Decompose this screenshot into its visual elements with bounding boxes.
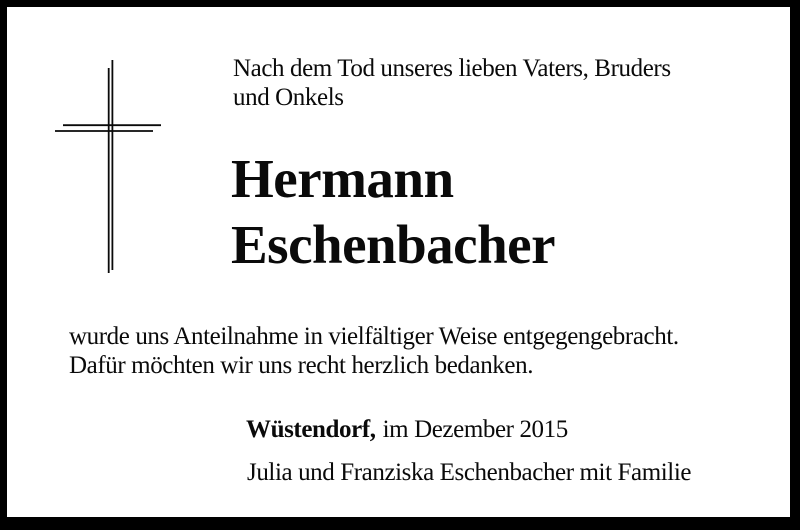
deceased-last-name: Eschenbacher	[231, 214, 555, 275]
memorial-cross-icon	[48, 55, 166, 278]
deceased-first-name: Hermann	[231, 148, 454, 209]
deceased-name	[231, 146, 555, 278]
family-signature: Julia und Franziska Eschenbacher mit Familie	[247, 459, 692, 486]
place-date-line	[246, 415, 568, 444]
thanks-line-1: wurde uns Anteilnahme in vielfältiger Weise entgegengebracht.	[69, 323, 679, 350]
intro-line-2: und Onkels	[233, 84, 344, 111]
date-text: im Dezember 2015	[382, 416, 568, 443]
intro-text	[233, 54, 671, 112]
place-name: Wüstendorf,	[246, 416, 376, 443]
intro-line-1: Nach dem Tod unseres lieben Vaters, Bruders	[233, 55, 671, 82]
thanks-text	[69, 322, 679, 380]
thanks-line-2: Dafür möchten wir uns recht herzlich bedanken.	[69, 352, 534, 379]
